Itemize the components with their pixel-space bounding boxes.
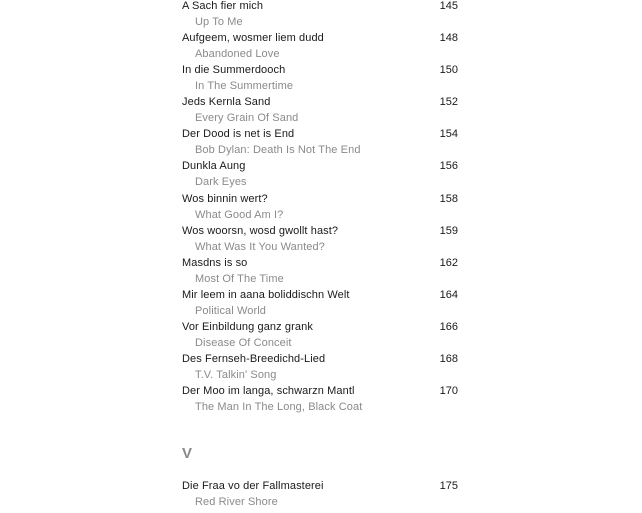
table-of-contents	[182, 0, 458, 415]
entry-subtitle: Red River Shore	[195, 496, 278, 508]
toc-entry[interactable]	[182, 0, 458, 30]
entry-title: Der Dood is net is End	[182, 128, 295, 141]
entry-subtitle: The Man In The Long, Black Coat	[195, 401, 363, 414]
entry-title: Aufgeem, wosmer liem dudd	[182, 32, 324, 45]
entry-page: 168	[439, 353, 458, 366]
entry-title: Mir leem in aana boliddischn Welt	[182, 288, 350, 301]
entry-title: Wos binnin wert?	[182, 192, 268, 205]
entry-subtitle: What Was It You Wanted?	[195, 240, 325, 253]
entry-page: 159	[439, 224, 458, 237]
entry-page: 145	[439, 0, 458, 12]
entry-subtitle: Up To Me	[195, 16, 243, 28]
toc-entry[interactable]	[182, 94, 458, 126]
section-entries	[182, 478, 458, 510]
toc-entry[interactable]	[182, 287, 458, 319]
toc-entry[interactable]	[182, 223, 458, 255]
section-heading: V	[182, 445, 193, 462]
toc-entry[interactable]	[182, 351, 458, 383]
toc-entry[interactable]	[182, 191, 458, 223]
entry-title: Vor Einbildung ganz grank	[182, 320, 313, 333]
entry-subtitle: Bob Dylan: Death Is Not The End	[195, 144, 361, 157]
entry-page: 148	[439, 32, 458, 45]
entry-page: 156	[439, 160, 458, 173]
entry-subtitle: Most Of The Time	[195, 272, 284, 285]
entry-page: 152	[439, 96, 458, 109]
entry-title: Des Fernseh-Breedichd-Lied	[182, 353, 326, 366]
entry-title: Die Fraa vo der Fallmasterei	[182, 480, 324, 492]
toc-entry[interactable]	[182, 30, 458, 62]
entry-subtitle: Disease Of Conceit	[195, 336, 292, 349]
entry-page: 175	[439, 480, 458, 492]
entry-page: 154	[439, 128, 458, 141]
toc-entry[interactable]	[182, 126, 458, 158]
entry-title: In die Summerdooch	[182, 64, 286, 77]
toc-entry[interactable]	[182, 383, 458, 415]
entry-title: Masdns is so	[182, 256, 248, 269]
toc-entry[interactable]	[182, 319, 458, 351]
entry-subtitle: T.V. Talkin' Song	[195, 369, 277, 382]
entry-page: 166	[439, 320, 458, 333]
entry-title: Dunkla Aung	[182, 160, 246, 173]
toc-entry[interactable]	[182, 478, 458, 510]
toc-entry[interactable]	[182, 255, 458, 287]
entry-page: 162	[439, 256, 458, 269]
entry-subtitle: In The Summertime	[195, 80, 294, 93]
toc-entry[interactable]	[182, 62, 458, 94]
entry-subtitle: What Good Am I?	[195, 208, 284, 221]
entry-title: Jeds Kernla Sand	[182, 96, 271, 109]
entry-subtitle: Abandoned Love	[195, 48, 280, 61]
entry-subtitle: Political World	[195, 304, 266, 317]
entry-page: 170	[439, 385, 458, 398]
entry-page: 158	[439, 192, 458, 205]
toc-entry[interactable]	[182, 158, 458, 190]
entry-subtitle: Every Grain Of Sand	[195, 112, 299, 125]
entry-page: 150	[439, 64, 458, 77]
entry-title: Der Moo im langa, schwarzn Mantl	[182, 385, 355, 398]
entry-page: 164	[439, 288, 458, 301]
entry-subtitle: Dark Eyes	[195, 176, 247, 189]
entry-title: Wos woorsn, wosd gwollt hast?	[182, 224, 339, 237]
entry-title: A Sach fier mich	[182, 0, 264, 12]
